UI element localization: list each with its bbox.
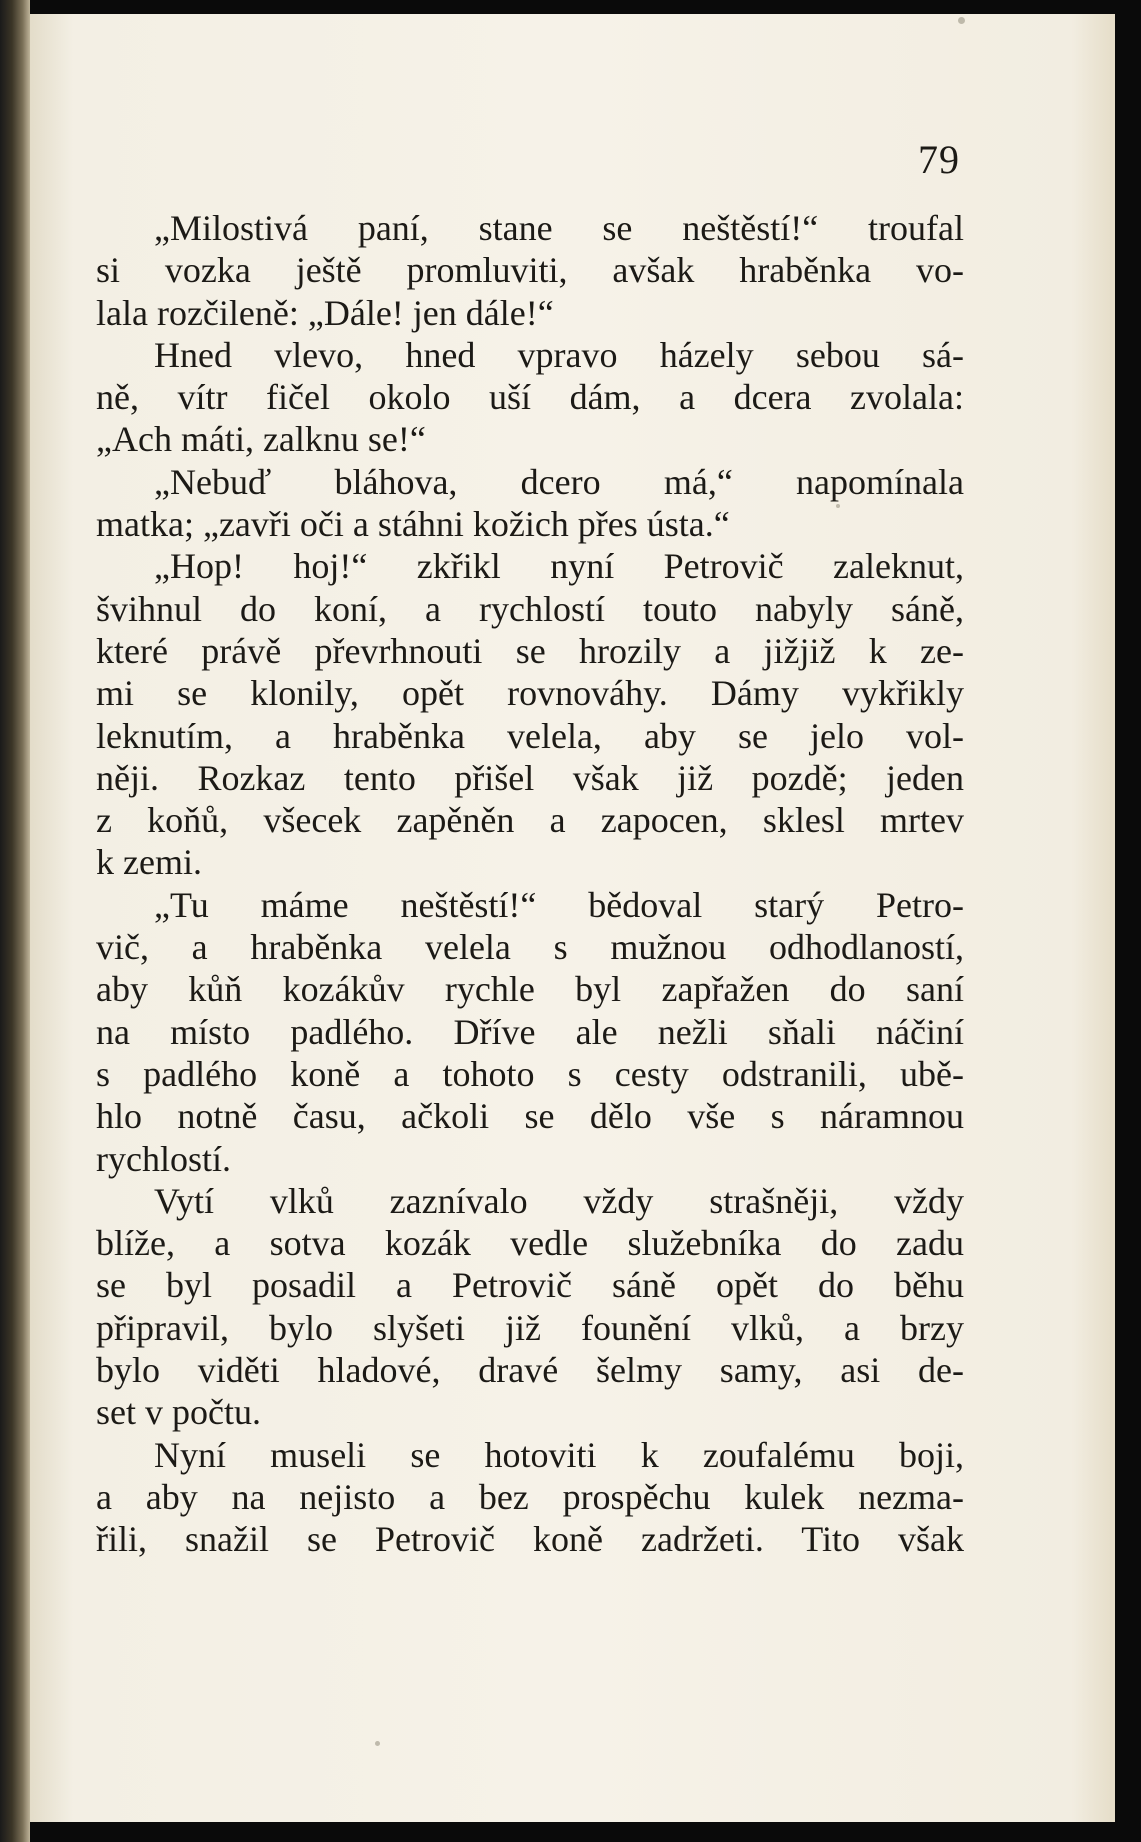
body-text [96, 207, 964, 1561]
text-line: rychlostí. [96, 1138, 231, 1179]
text-line: Nyní museli se hotoviti k zoufalému boji, [154, 1434, 964, 1475]
paper-speck [836, 504, 840, 508]
text-line: švihnul do koní, a rychlostí touto nabyly sáně, [96, 588, 964, 629]
text-line: se byl posadil a Petrovič sáně opět do běhu [96, 1265, 964, 1306]
paper-speck [375, 1741, 380, 1746]
text-line: něji. Rozkaz tento přišel však již pozdě; jeden [96, 757, 964, 798]
page-number: 79 [918, 137, 960, 182]
text-line: bylo viděti hladové, dravé šelmy samy, asi de- [96, 1350, 964, 1391]
text-line: matka; „zavři oči a stáhni kožich přes ústa.“ [96, 504, 730, 545]
text-line: „Hop! hoj!“ zkřikl nyní Petrovič zaleknut, [154, 546, 964, 587]
text-line: řili, snažil se Petrovič koně zadržeti. Tito však [96, 1519, 964, 1560]
text-line: lala rozčileně: „Dále! jen dále!“ [96, 292, 554, 333]
text-line: „Nebuď bláhova, dcero má,“ napomínala [154, 461, 964, 502]
text-line: „Tu máme neštěstí!“ bědoval starý Petro- [154, 884, 964, 925]
text-line: Vytí vlků zaznívalo vždy strašněji, vždy [154, 1180, 964, 1221]
text-line: blíže, a sotva kozák vedle služebníka do zadu [96, 1223, 964, 1264]
text-line: hlo notně času, ačkoli se dělo vše s náramnou [96, 1096, 964, 1137]
text-line: si vozka ještě promluviti, avšak hraběnka vo- [96, 250, 964, 291]
text-line: vič, a hraběnka velela s mužnou odhodlaností, [96, 927, 964, 968]
text-line: „Milostivá paní, stane se neštěstí!“ troufal [154, 208, 964, 248]
text-line: na místo padlého. Dříve ale nežli sňali náčiní [96, 1011, 964, 1052]
paper-speck [958, 17, 965, 24]
book-gutter [0, 0, 30, 1842]
text-line: aby kůň kozákův rychle byl zapřažen do saní [96, 969, 964, 1010]
text-line: připravil, bylo slyšeti již founění vlků, a brzy [96, 1307, 964, 1348]
text-line: set v počtu. [96, 1392, 261, 1433]
text-line: leknutím, a hraběnka velela, aby se jelo vol- [96, 715, 964, 756]
text-line: „Ach máti, zalknu se!“ [96, 419, 426, 460]
text-line: ně, vítr fičel okolo uší dám, a dcera zvolala: [96, 377, 964, 418]
text-line: Hned vlevo, hned vpravo házely sebou sá- [154, 334, 964, 375]
text-line: mi se klonily, opět rovnováhy. Dámy vykřikly [96, 673, 964, 714]
text-line: které právě převrhnouti se hrozily a jižjiž k ze- [96, 630, 964, 671]
text-line: a aby na nejisto a bez prospěchu kulek nezma- [96, 1476, 964, 1517]
text-line: k zemi. [96, 842, 202, 883]
book-page [30, 14, 1115, 1822]
text-line: z koňů, všecek zapěněn a zapocen, sklesl mrtev [96, 800, 964, 841]
text-line: s padlého koně a tohoto s cesty odstranili, ubě- [96, 1053, 964, 1094]
